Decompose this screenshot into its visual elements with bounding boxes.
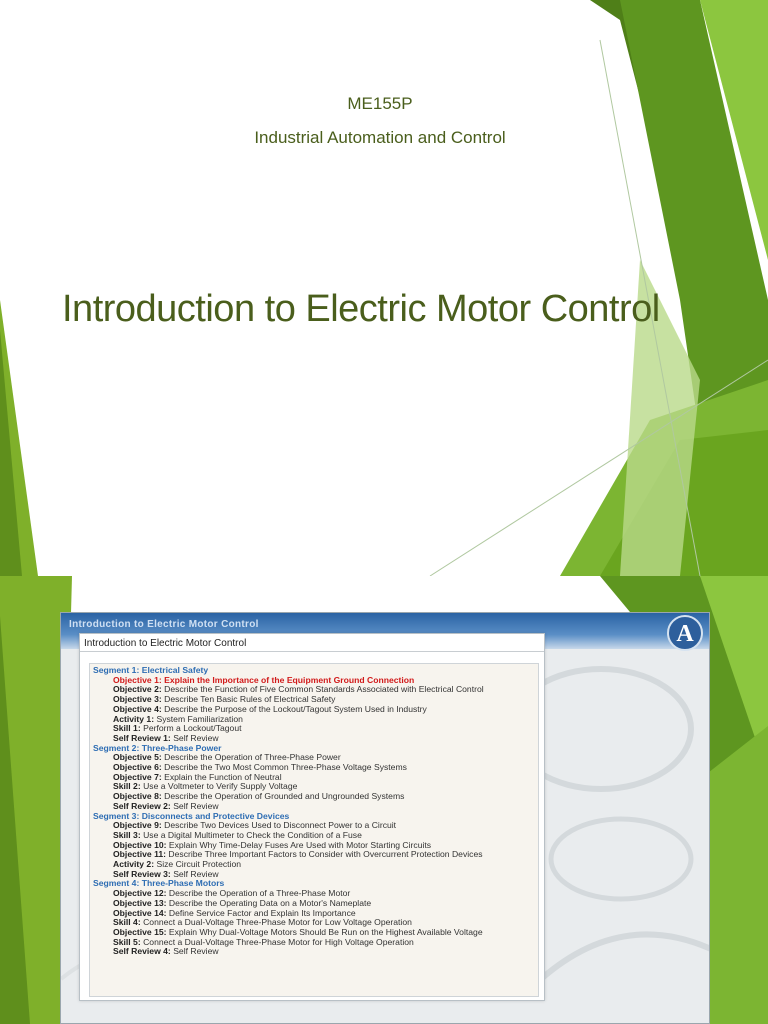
lesson-label: Skill 2: [113, 781, 141, 792]
lesson-text: Describe Ten Basic Rules of Electrical Safety [164, 694, 336, 705]
lesson-text: Use a Digital Multimeter to Check the Condition of a Fuse [143, 829, 362, 840]
lesson-text: Explain the Importance of the Equipment Ground Connection [164, 674, 415, 685]
lesson-text: Explain Why Time-Delay Fuses Are Used with Motor Starting Circuits [168, 839, 432, 850]
segment-heading[interactable]: Segment 2: Three-Phase Power [93, 742, 222, 753]
lesson-label: Objective 8: [113, 791, 162, 802]
lesson-text: Describe Three Important Factors to Consider with Overcurrent Protection Devices [168, 849, 483, 860]
lesson-label: Objective 13: [113, 897, 167, 908]
lesson-text: Size Circuit Protection [156, 859, 242, 870]
lesson-text: Describe Two Devices Used to Disconnect Power to a Circuit [164, 820, 397, 831]
lesson-text: Self Review [173, 800, 219, 811]
segment-heading[interactable]: Segment 4: Three-Phase Motors [93, 878, 225, 889]
lesson-text: Describe the Operation of Three-Phase Power [164, 752, 341, 763]
lesson-text: Perform a Lockout/Tagout [143, 723, 242, 734]
table-of-contents [89, 663, 539, 997]
segment-heading[interactable]: Segment 3: Disconnects and Protective Devices [93, 810, 290, 821]
lesson-text: Describe the Purpose of the Lockout/Tagout System Used in Industry [164, 703, 427, 714]
slide-title: Introduction to Electric Motor Control [62, 288, 660, 330]
lesson-label: Objective 15: [113, 926, 167, 937]
lesson-label: Objective 3: [113, 694, 162, 705]
lesson-label: Activity 2: [113, 859, 155, 870]
lesson-label: Objective 5: [113, 752, 162, 763]
lesson-label: Self Review 2: [113, 800, 171, 811]
lesson-text: Describe the Function of Five Common Standards Associated with Electrical Control [164, 684, 484, 695]
lesson-label: Skill 3: [113, 829, 141, 840]
lesson-label: Objective 12: [113, 888, 167, 899]
panel-title: Introduction to Electric Motor Control [84, 638, 247, 649]
lesson-text: Use a Voltmeter to Verify Supply Voltage [143, 781, 298, 792]
lesson-text: Explain Why Dual-Voltage Motors Should Be Run on the Highest Available Voltage [168, 926, 483, 937]
lesson-label: Objective 7: [113, 771, 162, 782]
lesson-text: Self Review [173, 732, 219, 743]
lesson-text: System Familiarization [156, 713, 243, 724]
divider [80, 651, 544, 652]
lesson-text: Self Review [173, 946, 219, 957]
course-code: ME155P [347, 94, 413, 113]
lesson-label: Objective 4: [113, 703, 162, 714]
lesson-text: Explain the Function of Neutral [164, 771, 282, 782]
lesson-text: Self Review [173, 868, 219, 879]
lesson-text: Connect a Dual-Voltage Three-Phase Motor for High Voltage Operation [143, 936, 414, 947]
lesson-text: Describe the Operation of a Three-Phase Motor [168, 888, 351, 899]
course-software-window [60, 612, 710, 1024]
contents-panel [79, 633, 545, 1001]
lesson-item[interactable] [93, 947, 538, 957]
lesson-text: Define Service Factor and Explain Its Importance [168, 907, 356, 918]
lesson-label: Skill 4: [113, 917, 141, 928]
segment-heading[interactable]: Segment 1: Electrical Safety [93, 665, 209, 675]
header-title: Introduction to Electric Motor Control [69, 619, 259, 630]
lesson-label: Skill 1: [113, 723, 141, 734]
lesson-text: Describe the Two Most Common Three-Phase Voltage Systems [164, 762, 407, 773]
lesson-text: Describe the Operation of Grounded and Ungrounded Systems [164, 791, 405, 802]
lesson-label: Self Review 4: [113, 946, 171, 957]
lesson-text: Connect a Dual-Voltage Three-Phase Motor for Low Voltage Operation [143, 917, 412, 928]
lesson-label: Objective 9: [113, 820, 162, 831]
lesson-label: Objective 6: [113, 762, 162, 773]
lesson-label: Objective 10: [113, 839, 167, 850]
lesson-label: Self Review 1: [113, 732, 171, 743]
lesson-label: Skill 5: [113, 936, 141, 947]
lesson-label: Objective 1: [113, 674, 162, 685]
lesson-label: Objective 11: [113, 849, 167, 860]
lesson-label: Objective 14: [113, 907, 167, 918]
lesson-label: Activity 1: [113, 713, 155, 724]
course-name: Industrial Automation and Control [254, 128, 506, 147]
lesson-text: Describe the Operating Data on a Motor's Nameplate [168, 897, 372, 908]
lesson-label: Objective 2: [113, 684, 162, 695]
lesson-label: Self Review 3: [113, 868, 171, 879]
brand-logo: A [667, 615, 703, 651]
